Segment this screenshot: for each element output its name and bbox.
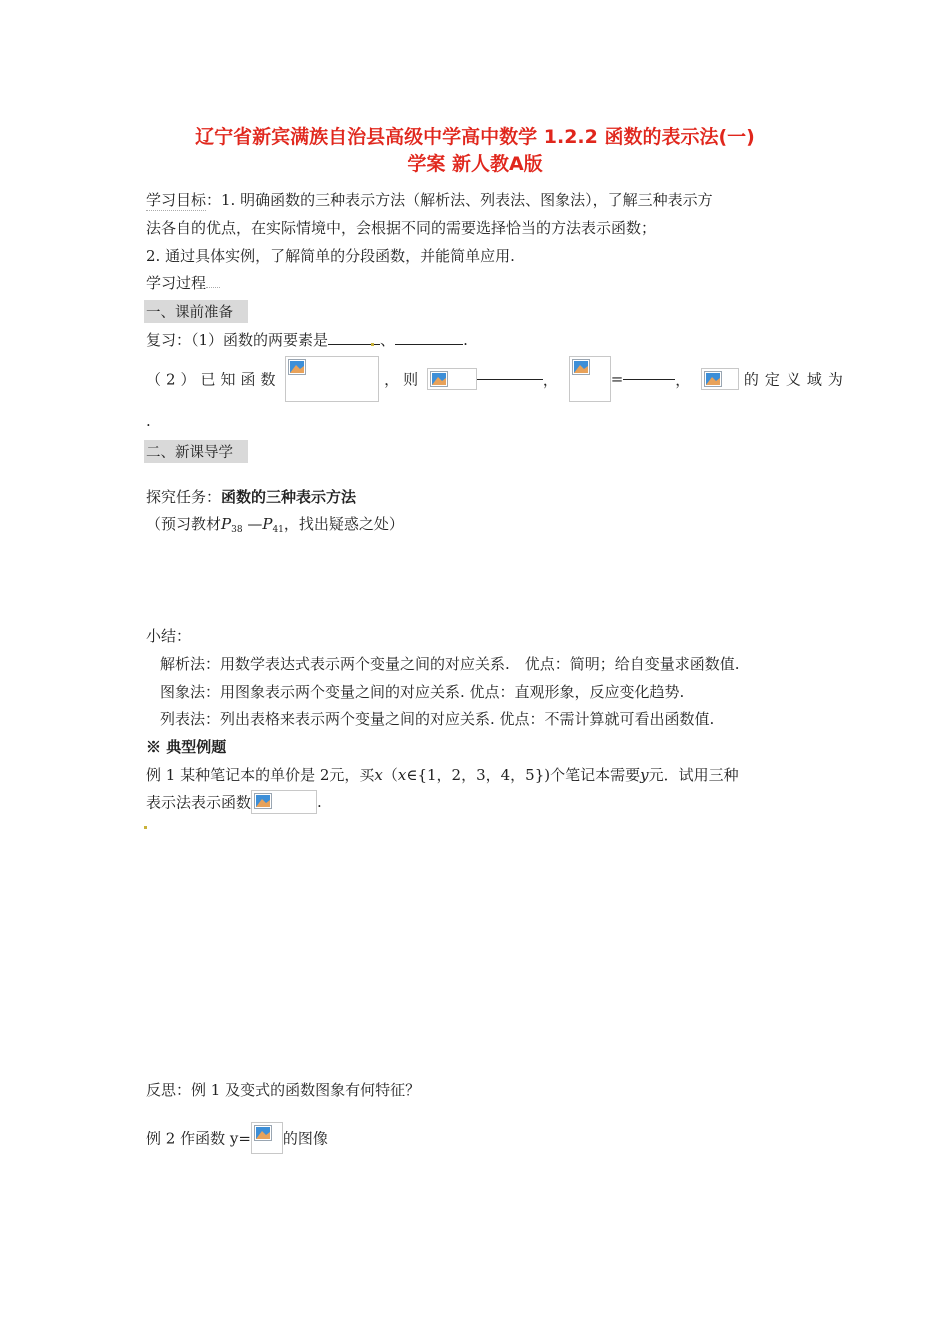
section-heading-prep: 一、课前准备 — [144, 300, 248, 323]
summary-item-table: 列表法：列出表格来表示两个变量之间的对应关系. 优点：不需计算就可看出函数值. — [160, 710, 715, 728]
process-heading: 学习过程 — [146, 272, 220, 293]
typical-examples-heading: ※ 典型例题 — [146, 738, 227, 756]
formula-image-example-2 — [251, 1122, 283, 1154]
broken-image-icon — [704, 371, 722, 387]
formula-image-example-1 — [251, 790, 317, 814]
explore-task: 探究任务：函数的三种表示方法 — [146, 488, 357, 506]
objectives-line-1: 学习目标：1. 明确函数的三种表示方法（解析法、列表法、图象法），了解三种表示方 — [146, 191, 713, 209]
summary-item-analytic: 解析法：用数学表达式表示两个变量之间的对应关系. 优点：简明；给自变量求函数值. — [160, 655, 740, 673]
objectives-label: 学习目标 — [146, 191, 207, 209]
question-2-line: （2）已知函数 ，则 ， = ， 的定义域为 — [146, 356, 849, 404]
summary-item-graph: 图象法：用图象表示两个变量之间的对应关系. 优点：直观形象，反应变化趋势. — [160, 683, 685, 701]
broken-image-icon — [288, 359, 306, 375]
blank-element-2[interactable] — [395, 344, 463, 345]
review-line: 复习：（1）函数的两要素是 、 . — [146, 331, 468, 349]
preview-note: （预习教材$P_{38}$ $—P_{41}$，找出疑惑之处） — [146, 515, 404, 535]
page-subtitle: 学案 新人教A版 — [407, 153, 543, 175]
formula-image-domain — [701, 368, 739, 390]
broken-image-icon — [254, 793, 272, 809]
section-heading-new-lesson: 二、新课导学 — [144, 440, 248, 463]
blank-value-1[interactable] — [477, 379, 543, 380]
broken-image-icon — [430, 371, 448, 387]
blank-value-2[interactable] — [623, 379, 675, 380]
formula-image-f — [285, 356, 379, 402]
period-line: . — [146, 412, 151, 430]
scan-artifact-dot — [371, 343, 374, 346]
formula-image-value-1 — [427, 368, 477, 390]
reflection-question: 反思：例 1 及变式的函数图象有何特征？ — [146, 1081, 421, 1099]
example-2-line: 例 2 作函数 y= 的图像 — [146, 1122, 328, 1154]
example-1-line-2: 表示法表示函数 . — [146, 790, 322, 814]
objectives-line-3: 2. 通过具体实例，了解简单的分段函数，并能简单应用. — [146, 247, 515, 265]
objectives-line-2: 法各自的优点，在实际情境中，会根据不同的需要选择恰当的方法表示函数； — [146, 219, 657, 237]
summary-label: 小结： — [146, 627, 192, 645]
page-title: 辽宁省新宾满族自治县高级中学高中数学 1.2.2 函数的表示法(一) — [195, 126, 755, 148]
broken-image-icon — [572, 359, 590, 375]
broken-image-icon — [254, 1125, 272, 1141]
scan-artifact-dot — [144, 826, 147, 829]
formula-image-value-2 — [569, 356, 611, 402]
example-1-line-1: 例 1 某种笔记本的单价是 2元，买x（x∈{1，2，3，4，5})个笔记本需要y元．试用三种 — [146, 766, 739, 784]
